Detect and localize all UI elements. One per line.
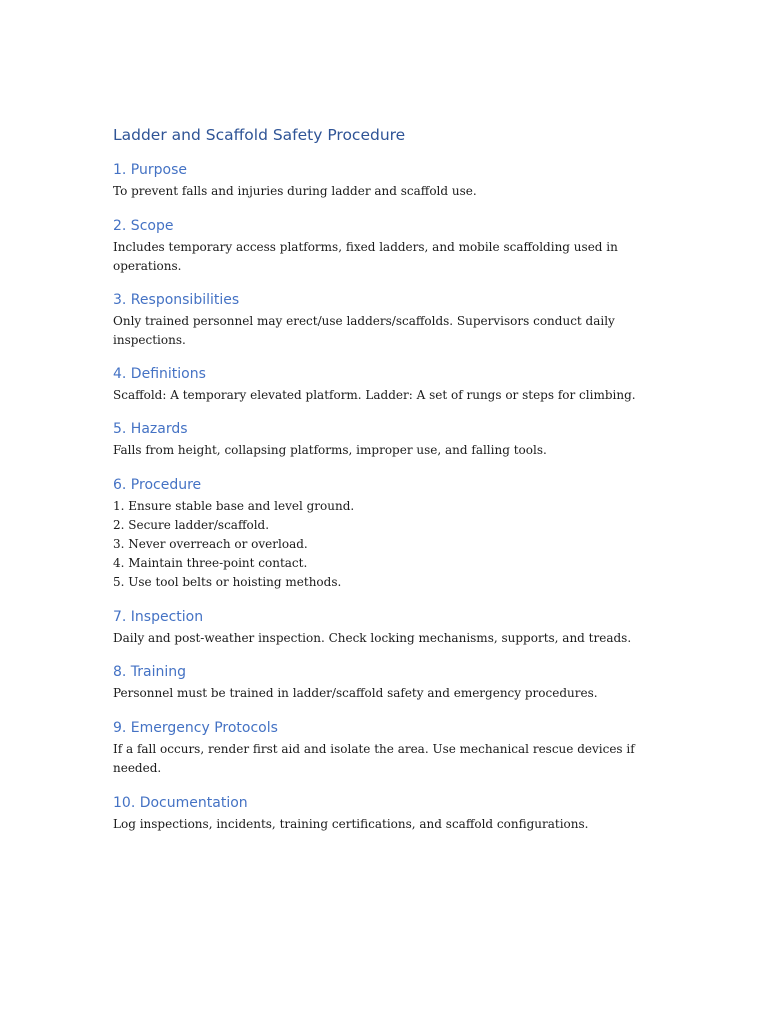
procedure-steps-list <box>113 497 673 593</box>
section-inspection <box>113 607 673 649</box>
section-heading: 1. Purpose <box>113 162 187 178</box>
section-heading: 3. Responsibilities <box>113 291 240 308</box>
section-purpose <box>113 160 673 202</box>
section-procedure <box>113 475 673 593</box>
procedure-step: 4. Maintain three-point contact. <box>113 556 308 571</box>
section-heading: 10. Documentation <box>113 794 248 811</box>
section-body: If a fall occurs, render first aid and isolate the area. Use mechanical rescue devices if needed. <box>113 741 635 776</box>
section-heading: 2. Scope <box>113 217 174 234</box>
section-body: Falls from height, collapsing platforms, improper use, and falling tools. <box>113 443 547 457</box>
section-hazards <box>113 419 673 461</box>
procedure-step: 5. Use tool belts or hoisting methods. <box>113 575 342 590</box>
section-heading: 6. Procedure <box>113 476 202 493</box>
section-body: Includes temporary access platforms, fixed ladders, and mobile scaffolding used in operations. <box>113 239 618 273</box>
section-documentation <box>113 793 673 835</box>
section-body: To prevent falls and injuries during ladder and scaffold use. <box>113 184 477 198</box>
section-heading: 9. Emergency Protocols <box>113 719 278 736</box>
section-body: Daily and post-weather inspection. Check locking mechanisms, supports, and treads. <box>113 630 632 645</box>
section-body: Personnel must be trained in ladder/scaffold safety and emergency procedures. <box>113 686 598 701</box>
section-definitions <box>113 364 673 406</box>
procedure-step: 2. Secure ladder/scaffold. <box>113 517 270 532</box>
section-heading: 7. Inspection <box>113 608 204 625</box>
section-body: Only trained personnel may erect/use ladders/scaffolds. Supervisors conduct daily inspections. <box>113 313 615 347</box>
section-heading: 5. Hazards <box>113 421 188 437</box>
section-responsibilities <box>113 290 673 351</box>
section-body: Log inspections, incidents, training certifications, and scaffold configurations. <box>113 816 589 831</box>
section-body: Scaffold: A temporary elevated platform. Ladder: A set of rungs or steps for climbing. <box>113 387 636 402</box>
section-emergency-protocols <box>113 718 673 779</box>
section-training <box>113 662 673 704</box>
section-heading: 4. Definitions <box>113 365 206 382</box>
document-title: Ladder and Scaffold Safety Procedure <box>113 126 406 144</box>
section-scope <box>113 216 673 277</box>
procedure-step: 1. Ensure stable base and level ground. <box>113 498 355 513</box>
document-page <box>113 124 673 848</box>
procedure-step: 3. Never overreach or overload. <box>113 536 308 551</box>
section-heading: 8. Training <box>113 664 187 681</box>
